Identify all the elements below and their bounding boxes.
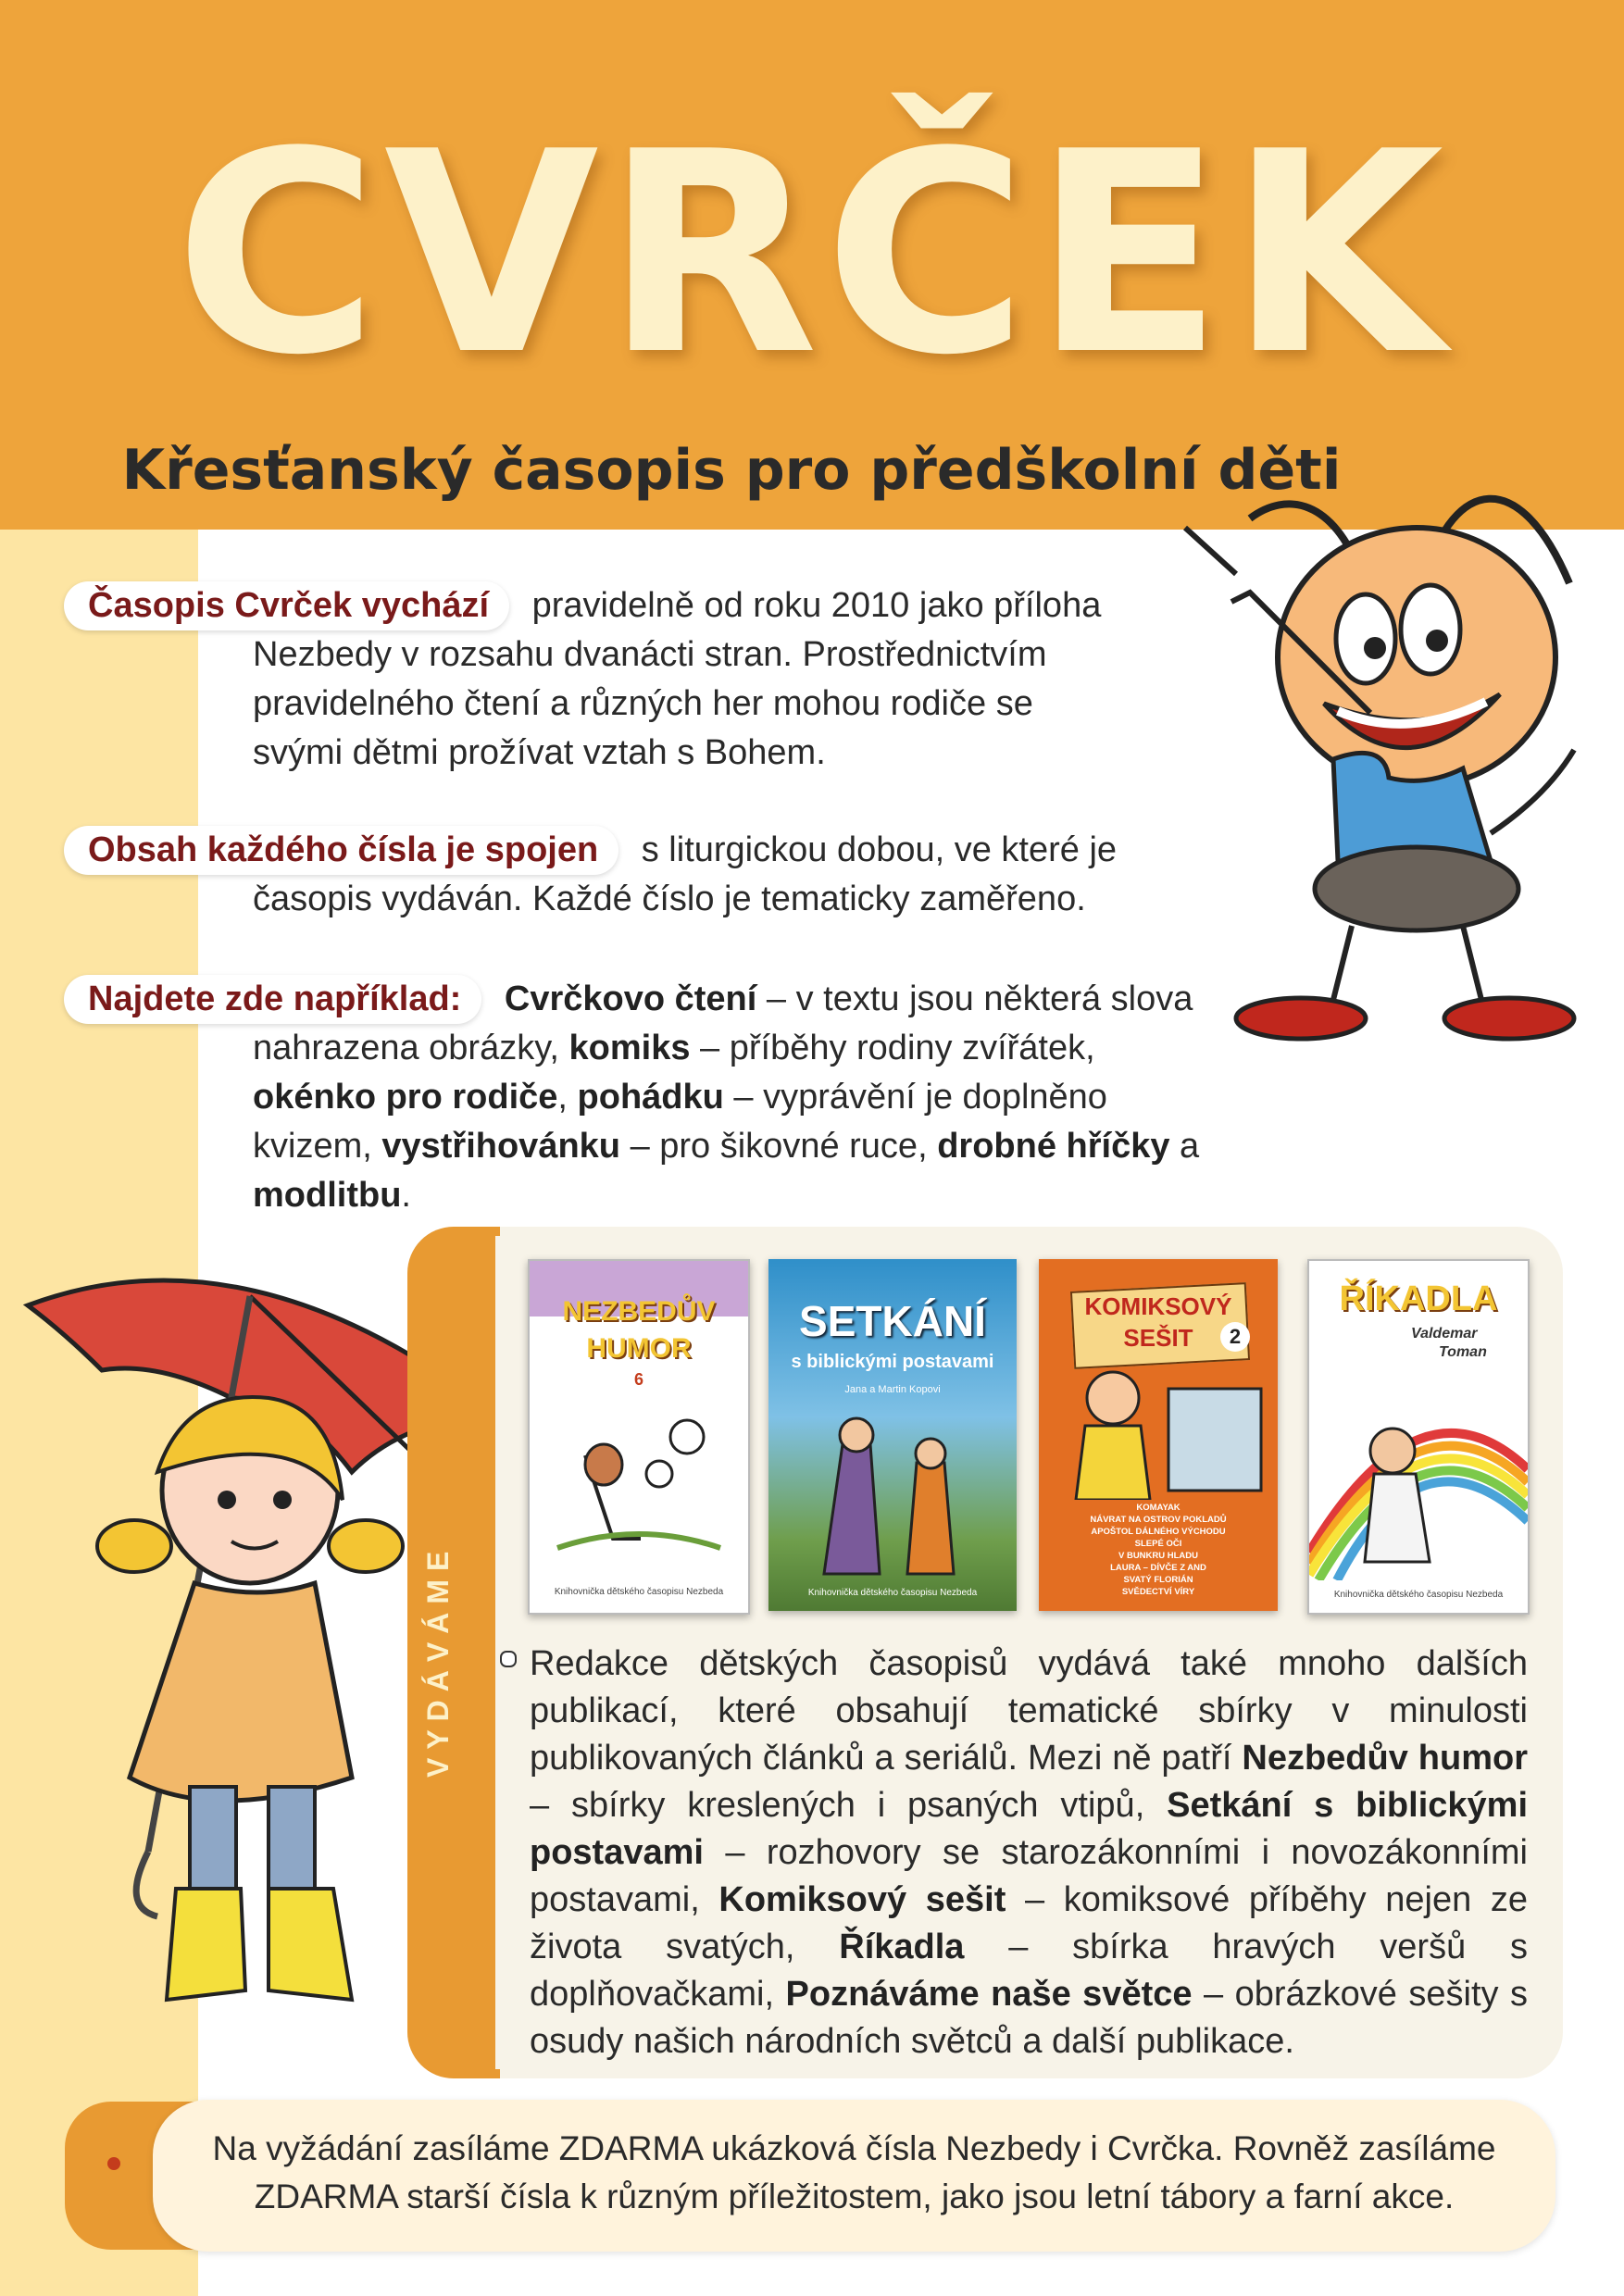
- book-illustration-icon: [548, 1400, 730, 1557]
- book-number: 6: [633, 1370, 643, 1389]
- publications-text: Redakce dětských časopisů vydává také mnoho dalších publikací, které obsahují tematické sbírky v minulosti publikovaných článků a seriálů. Mezi ně patří: [530, 1644, 1528, 1778]
- book-title: ŘÍKADLA: [1339, 1279, 1498, 1318]
- examples-text: – příběhy rodiny zvířátek,: [690, 1029, 1095, 1067]
- footer-line-1: Na vyžádání zasíláme ZDARMA ukázková čísla Nezbedy i Cvrčka. Rovněž zasíláme: [212, 2129, 1496, 2167]
- book-title: HUMOR: [586, 1333, 692, 1364]
- intro-lead-1: Časopis Cvrček vychází: [64, 581, 509, 630]
- examples-text: a: [1169, 1127, 1200, 1166]
- examples-line-4: [88, 1122, 1292, 1220]
- footer-notice: [185, 2125, 1523, 2221]
- book-author: Valdemar: [1411, 1326, 1478, 1341]
- book-contents-list: [1039, 1502, 1278, 1598]
- book-title: SETKÁNÍ: [799, 1297, 986, 1345]
- examples-text: ,: [557, 1078, 578, 1117]
- intro-paragraph-2: [88, 826, 1199, 924]
- intro-text-2: s liturgickou dobou, ve které je: [641, 830, 1118, 869]
- examples-text: kvizem,: [253, 1127, 382, 1166]
- book-illustration-icon: [1048, 1361, 1270, 1500]
- publications-text: – sbírky kreslených i psaných vtipů,: [530, 1786, 1168, 1825]
- publications-description: [530, 1641, 1528, 2065]
- item-vystrihovanka: vystřihovánku: [381, 1127, 621, 1166]
- intro-line: pravidelného čtení a různých her mohou rodiče se: [253, 684, 1033, 723]
- book-footer: Knihovnička dětského časopisu Nezbeda: [807, 1588, 978, 1598]
- book-number: 2: [1220, 1322, 1250, 1352]
- examples-text: nahrazena obrázky,: [253, 1029, 569, 1067]
- book-content-line: SLEPÉ OČI: [1134, 1539, 1182, 1549]
- item-komiks: komiks: [568, 1029, 691, 1067]
- item-pohadka: pohádku: [577, 1078, 724, 1117]
- footer-line-2: ZDARMA starší čísla k různým příležitostem, jako jsou letní tábory a farní akce.: [254, 2177, 1455, 2215]
- item-okenko: okénko pro rodiče: [253, 1078, 558, 1117]
- publications-text: – komiksové příběhy nejen ze života svatých,: [530, 1880, 1528, 1966]
- examples-text: – pro šikovné ruce,: [620, 1127, 938, 1166]
- pub-nezbeduv-humor: Nezbedův humor: [1242, 1739, 1528, 1778]
- examples-text: – v textu jsou některá slova: [756, 980, 1193, 1018]
- book-content-line: APOŠTOL DÁLNÉHO VÝCHODU: [1091, 1527, 1226, 1537]
- examples-line-3: [88, 1073, 1292, 1122]
- pub-rikadla: Říkadla: [839, 1928, 965, 1966]
- cricket-mascot-icon: [1148, 463, 1611, 1055]
- book-title: SEŠIT: [1123, 1324, 1193, 1352]
- book-content-line: SVATÝ FLORIÁN: [1123, 1575, 1193, 1585]
- publications-text: – rozhovory se starozákonními i novozákonními postavami,: [530, 1833, 1528, 1919]
- book-subtitle: s biblickými postavami: [791, 1352, 994, 1372]
- book-authors: Jana a Martin Kopovi: [844, 1384, 941, 1395]
- intro-line: Nezbedy v rozsahu dvanácti stran. Prostřednictvím: [253, 635, 1047, 674]
- examples-text: – vyprávění je doplněno: [723, 1078, 1107, 1117]
- book-cover-setkani: [768, 1259, 1017, 1611]
- intro-line: svými dětmi prožívat vztah s Bohem.: [253, 733, 826, 772]
- book-footer: Knihovnička dětského časopisu Nezbeda: [1333, 1590, 1504, 1600]
- book-content-line: V BUNKRU HLADU: [1118, 1551, 1199, 1561]
- book-illustration-icon: [806, 1407, 981, 1583]
- pub-komiksovy-sesit: Komiksový sešit: [718, 1880, 1006, 1919]
- examples-line-2: [88, 1024, 1292, 1073]
- examples-paragraph: [88, 975, 1292, 1220]
- magazine-title: CVRČEK: [174, 93, 1450, 416]
- intro-text-1: pravidelně od roku 2010 jako příloha: [531, 586, 1102, 625]
- book-cover-nezbeduv-humor: [528, 1259, 750, 1615]
- item-hricky: drobné hříčky: [937, 1127, 1170, 1166]
- book-content-line: LAURA – DÍVČE Z AND: [1110, 1563, 1206, 1573]
- book-footer: Knihovnička dětského časopisu Nezbeda: [554, 1587, 724, 1597]
- pub-poznavame-svetce: Poznáváme naše světce: [785, 1975, 1193, 2014]
- book-title: KOMIKSOVÝ: [1084, 1292, 1232, 1320]
- intro-line: časopis vydáván. Každé číslo je tematicky zaměřeno.: [253, 880, 1086, 918]
- pub-setkani: Setkání s biblickými postavami: [530, 1786, 1529, 1872]
- book-content-line: KOMAYAK: [1136, 1503, 1181, 1513]
- book-author: Toman: [1439, 1344, 1487, 1360]
- book-cover-komiksovy-sesit: [1039, 1259, 1278, 1611]
- book-title: NEZBEDŮV: [562, 1296, 716, 1327]
- book-content-line: NÁVRAT NA OSTROV POKLADŮ: [1090, 1515, 1227, 1525]
- examples-text: .: [401, 1176, 411, 1215]
- publications-text: – obrázkové sešity s osudy našich národních světců a další publikace.: [530, 1975, 1528, 2061]
- intro-lead-2: Obsah každého čísla je spojen: [64, 826, 618, 875]
- book-illustration-icon: [1309, 1367, 1528, 1580]
- item-cvrckovo-cteni: Cvrčkovo čtení: [504, 980, 757, 1018]
- book-content-line: SVĚDECTVÍ VÍRY: [1121, 1587, 1195, 1597]
- examples-lead: Najdete zde například:: [64, 975, 481, 1024]
- magazine-subtitle: Křesťanský časopis pro předškolní děti: [121, 438, 1342, 503]
- book-cover-rikadla: [1307, 1259, 1530, 1615]
- publications-tab-label: VYDÁVÁME: [421, 1542, 455, 1778]
- publications-text: – sbírka hravých veršů s doplňovačkami,: [530, 1928, 1528, 2014]
- bullet-dot: [500, 1651, 517, 1667]
- intro-paragraph-1: [88, 581, 1199, 778]
- footer-bullet: [107, 2157, 120, 2170]
- item-modlitba: modlitbu: [253, 1176, 402, 1215]
